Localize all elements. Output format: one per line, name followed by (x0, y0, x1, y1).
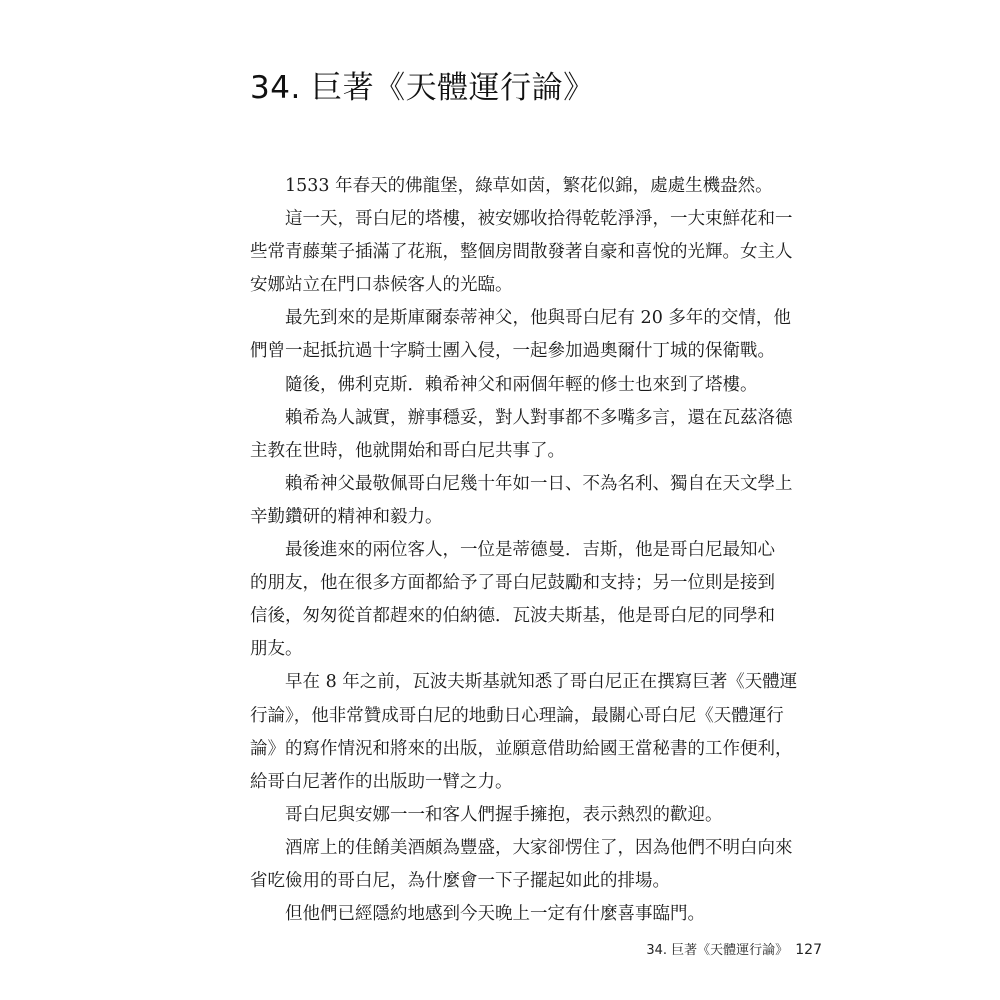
running-title: 34. 巨著《天體運行論》 (646, 943, 789, 958)
text-line: 安娜站立在門口恭候客人的光臨。 (250, 275, 513, 296)
text-line: 這一天，哥白尼的塔樓，被安娜收拾得乾乾淨淨，一大束鮮花和一 (285, 209, 793, 230)
paragraph (250, 402, 850, 468)
text-line: 省吃儉用的哥白尼，為什麼會一下子擺起如此的排場。 (250, 870, 670, 891)
text-line: 的朋友，他在很多方面都給予了哥白尼鼓勵和支持；另一位則是接到 (250, 573, 775, 594)
page-number: 127 (795, 942, 822, 958)
text-line: 論》的寫作情況和將來的出版，並願意借助給國王當秘書的工作便利， (250, 738, 793, 759)
text-line: 辛勤鑽研的精神和毅力。 (250, 506, 443, 527)
paragraph (250, 170, 850, 203)
text-line: 但他們已經隱約地感到今天晚上一定有什麼喜事臨門。 (285, 904, 705, 925)
text-line: 早在 8 年之前，瓦波夫斯基就知悉了哥白尼正在撰寫巨著《天體運 (285, 672, 798, 693)
text-line: 哥白尼與安娜一一和客人們握手擁抱，表示熱烈的歡迎。 (285, 804, 723, 825)
text-line: 隨後，佛利克斯．賴希神父和兩個年輕的修士也來到了塔樓。 (285, 374, 758, 395)
text-line: 行論》，他非常贊成哥白尼的地動日心理論，最關心哥白尼《天體運行 (250, 705, 784, 726)
text-line: 們曾一起抵抗過十字騎士團入侵，一起參加過奧爾什丁城的保衛戰。 (250, 341, 775, 362)
text-line: 信後，匆匆從首都趕來的伯納德．瓦波夫斯基，他是哥白尼的同學和 (250, 606, 775, 627)
text-line: 最先到來的是斯庫爾泰蒂神父，他與哥白尼有 20 多年的交情，他 (285, 308, 791, 329)
text-line: 酒席上的佳餚美酒頗為豐盛，大家卻愣住了，因為他們不明白向來 (285, 837, 793, 858)
paragraph (250, 302, 850, 368)
text-line: 主教在世時，他就開始和哥白尼共事了。 (250, 440, 565, 461)
paragraph (250, 534, 850, 666)
text-line: 些常青藤葉子插滿了花瓶，整個房間散發著自豪和喜悅的光輝。女主人 (250, 242, 793, 263)
chapter-title: 34. 巨著《天體運行論》 (250, 70, 595, 106)
text-line: 1533 年春天的佛龍堡，綠草如茵，繁花似錦，處處生機盎然。 (285, 176, 773, 196)
body-text (250, 170, 850, 931)
paragraph (250, 203, 850, 302)
paragraph (250, 666, 850, 798)
paragraph (250, 468, 850, 534)
paragraph (250, 369, 850, 402)
text-line: 朋友。 (250, 639, 303, 660)
text-line: 最後進來的兩位客人，一位是蒂德曼．吉斯，他是哥白尼最知心 (285, 540, 775, 561)
text-line: 賴希神父最敬佩哥白尼幾十年如一日、不為名利、獨自在天文學上 (285, 473, 793, 494)
text-line: 給哥白尼著作的出版助一臂之力。 (250, 771, 513, 792)
text-line: 賴希為人誠實，辦事穩妥，對人對事都不多嘴多言，還在瓦茲洛德 (285, 407, 793, 428)
running-footer (646, 939, 822, 958)
paragraph (250, 832, 850, 898)
paragraph (250, 898, 850, 931)
paragraph (250, 799, 850, 832)
